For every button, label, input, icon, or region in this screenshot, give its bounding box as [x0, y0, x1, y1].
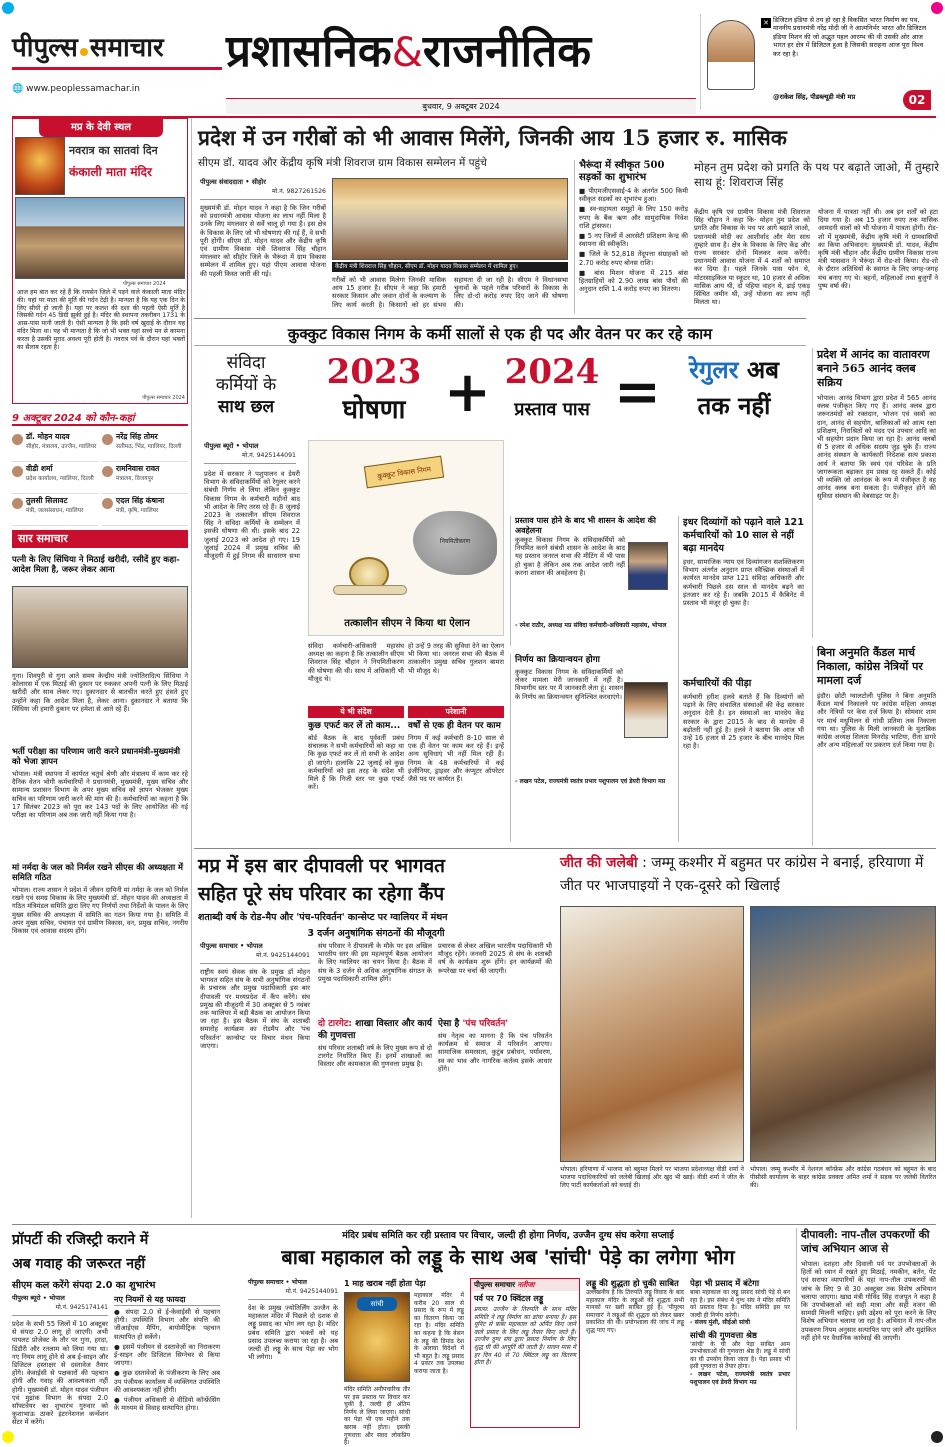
- bhagwat-byline-mobile: मो.नं. 9425144091: [255, 952, 310, 959]
- property-side: [114, 1294, 220, 1428]
- lead-story: [194, 118, 939, 316]
- saar-photo: [12, 586, 188, 668]
- minister-quote-box: [700, 14, 934, 110]
- schedule-entry: [102, 430, 188, 462]
- saar-samachar: [12, 530, 188, 1010]
- minister-quote-by: @राकेश सिंह, पीडब्ल्यूडी मंत्री मप्र: [773, 93, 856, 101]
- bhagwat-body-2: संघ परिवार ने दीपावली के मौके पर इस अखिल भारतीय स्तर की इस महत्वपूर्ण बैठक आयोजन के लिए ग्वालियर का चयन किया है। बैठक में संघ के 3 दर्जन से अधिक अनुषांगिक संगठन के प्रमुख पदाधिकारी शामिल होंगे।: [318, 942, 432, 983]
- minister-quote-text: डिजिटल इंडिया से तय हो रहा है विकसित भारत निर्माण का पथ, माननीय प्रधानमंत्री नरेंद्र मोदी जी ने आत्मनिर्भर भारत और डिजिटल इंडिया मिशन की जो अद्भुत पहल आरम्भ की थी उसकी ओर आज भारत हर क्षेत्र में डिजिटल हुआ है जिसकी सराहना आज पूरा विश्व कर रहा है।: [773, 16, 927, 58]
- schedule-person-name: डॉ. मोहन यादव: [26, 432, 70, 441]
- sanchi-logo: सांची: [357, 1297, 397, 1311]
- temple-photo: [15, 197, 185, 279]
- panch-label: ऐसा है: [438, 1019, 460, 1029]
- lead-byline-mobile: मो.नं. 9827261526: [271, 188, 326, 195]
- bhairunda-list: [579, 187, 688, 293]
- devi-sthal-body: आज हम बात कर रहे हैं कि रायसेन जिले में पड़ने वाले कंकाली माता मंदिर की। यहां पर माता की मूर्ति की गर्दन टेढ़ी है। मान्यता है कि यह एक दिन के लिए सीधी हो जाती है। यहां पर कलश की दशा की पहली ऐसी मूर्ति है जिसकी गर्दन 45 डिग्री झुकी हुई है। मंदिर की स्थापना तकरीबन 1731 के आस-पास मानी जाती है। ऐसी मान्यता है कि इसी वर्ष खुदाई के दौरान यह मंदिर मिला था। यह भी मान्यता है कि जो भी भक्त यहां सच्चे मन से कामना करता है उसकी मुराद अवश्य पूरी होती है। नवरात्र पर्व के दौरान यहां भक्तों का सैलाब रहता है।: [17, 289, 185, 351]
- target-label: दो टारगेट:: [318, 1019, 352, 1029]
- anand-club-story: [812, 348, 936, 638]
- subbox-sandesh-head: कुछ एफर्ट कर लें तो काम...: [308, 721, 401, 731]
- divider-top: [12, 116, 936, 118]
- cartoon-note-2: हो उन्हें 9 तरह की सुविधा देने का ऐलान भी किया था। जनरल सभा की बैठक में तत्कालीन प्रमुख सचिव गुलशन बामरा भी मौजूद थे।: [408, 642, 504, 675]
- saar-head-3: मां नर्मदा के जल को निर्मल रखने सीएस की अध्यक्षता में समिति गठित: [12, 862, 184, 882]
- schedule-person-name: एदल सिंह कंषाना: [116, 496, 165, 505]
- property-body: प्रदेश के सभी 55 जिलों में 10 अक्टूबर से संपदा 2.0 लागू हो जाएगी। अभी पायलट प्रोजेक्ट के तौर पर गुना, हरदा, डिंडौरी और रतलाम को लिया गया था। नए नियम लागू होने से अब ई-साइन और डिजिटल हस्ताक्षर से दस्तावेज तैयार होंगे। केवाईसी से पक्षकारों की पहचान होगी और गवाह की आवश्यकता नहीं होगी। मुख्यमंत्री डॉ. मोहन यादव पंजीयन एवं मुद्रांक विभाग के संपदा 2.0 सॉफ्टवेयर का शुभारंभ गुरुवार को कुशाभाऊ ठाकरे इंटरनेशनल कन्वेंशन सेंटर में करेंगे।: [12, 1320, 108, 1427]
- prastav-label: प्रस्ताव पास: [514, 399, 590, 420]
- devi-sthal-footer: पीपुल्स समाचार 2024: [142, 395, 185, 401]
- jalebi-colon: :: [637, 855, 652, 871]
- schedule-box: [12, 410, 188, 526]
- year-2024: 2024: [504, 352, 600, 392]
- section-title-amp: &: [391, 30, 423, 76]
- saar-body-3: भोपाल। राज्य शासन ने प्रदेश में जीवन दायिनी मां नर्मदा के जल को निर्मल रखने एवं समग्र विकास के लिए मुख्यमंत्री डॉ. मोहन यादव की अध्यक्षता में गठित मंत्रिमंडल समिति द्वारा लिए गए निर्णयों तथा निर्देशों के पालन के लिए मुख्य सचिव की अध्यक्षता में समिति का गठन किया गया है। समिति में अपर मुख्य सचिव, पंचायत एवं ग्रामीण विकास, वन, प्रमुख सचिव, नगरीय विकास एवं आवास सदस्य होंगे।: [12, 886, 188, 936]
- property-byline: [12, 1294, 108, 1316]
- shivraj-body-continued: योजना में पात्रता नहीं थी। अब इन शर्तों को हटा दिया गया है। अब 15 हजार रुपए तक मासिक आमदनी वालों को भी योजना में पात्रता होगी। रोड-शो में मुख्यमंत्री, केंद्रीय कृषि मंत्री ने ग्रामवासियों का किया अभिवादन: मुख्यमंत्री डॉ. यादव, केंद्रीय कृषि मंत्री चौहान और केंद्रीय ग्रामीण विकास राज्य मंत्री पासवान ने भैरूंदा में रोड-शो किया। रोड-शो के दौरान अतिथियों के स्वागत के लिए जगह-जगह मंच बनाए गए थे। बहनों, महिलाओं तथा बुजुर्गों ने पुष्प वर्षा की।: [818, 208, 938, 290]
- target-head: [318, 1018, 432, 1042]
- subbox-sandesh-body: बोर्ड बैठक के बाद पूर्ववर्ती प्रबंध संचालक ने सभी कर्मचारियों को कहा था कि कुछ एफर्ट कर लें तो सभी के आदेश हो जाएंगे। हालांकि 22 जुलाई को कुछ कर्मचारियों को इस तरह के संदेश भी मिले हैं कि निजी स्तर पर कुछ एफर्ट करें।: [308, 734, 404, 792]
- subbox-pareshani-tag: परेशानी: [408, 706, 504, 718]
- schedule-grid: [12, 430, 188, 526]
- bhairunda-list-item: ■ पीएमजीएसवाई-4 के अंतर्गत 500 किमी स्वीकृत सड़कों का शुभारंभ हुआ।: [579, 187, 688, 204]
- divyang-story: [678, 516, 804, 842]
- bhairunda-box: [574, 160, 688, 314]
- quote2-body: कुक्कुट विकास निगम के संविदाकर्मियों को लेकर मामला मेरी जानकारी में नहीं है। विभागीय स्तर पर मैं जानकारी लेता हूं। शासन के निर्णय का क्रियान्वयन सुनिश्चित करवाएंगे।: [515, 668, 623, 701]
- bhagwat-subhead-2: 3 दर्जन अनुषांगिक संगठनों की मौजूदगी: [307, 928, 445, 939]
- saar-body-1: गुना। शिवपुरी से गुना आते समय केन्द्रीय मंत्री ज्योतिरादित्य सिंधिया ने कोलारस में एक मिठाई की दुकान पर रुककर अपनी पत्नी के लिए मिठाई खरीदी और साथ लेकर गए। दुकानदार से बातचीत करते हुए हंसते हुए उन्होंने कहा कि आदेश मिला है, लेकर आना। दुकानदार ने बताया कि सिंधिया जी हमारी दुकान पर हमेशा से आते रहे हैं।: [12, 672, 188, 713]
- color-mark-black: [931, 1431, 943, 1443]
- plus-sign: +: [444, 359, 491, 425]
- property-side-head: नए नियमों से यह फायदा: [114, 1294, 220, 1306]
- kukkut-banner: कुक्कुट विकास निगम के कर्मी सालों से एक ही पद और वेतन पर कर रहे काम: [194, 322, 806, 346]
- subbox-sandesh-tag: ये भी संदेश: [308, 706, 404, 718]
- devi-sthal-tag: मप्र के देवी स्थल: [39, 119, 163, 137]
- schedule-entry: [102, 494, 188, 526]
- regular-word: रेगुलर: [689, 355, 739, 384]
- jalebi-head: [560, 852, 936, 900]
- property-byline-mobile: मो.नं. 9425174141: [55, 1304, 108, 1311]
- color-mark-magenta: [931, 2, 943, 14]
- devi-day-title: नवरात्र का सातवां दिन: [69, 144, 158, 157]
- schedule-person-place: मंत्री, कृषि, ग्वालियर: [116, 508, 159, 514]
- lead-subheadline: सीएम डॉ. यादव और केंद्रीय कृषि मंत्री शिवराज ग्राम विकास सम्मेलन में पहुंचे: [198, 157, 487, 169]
- subbox-pareshani-head: वर्षों से एक ही वेतन पर काम: [408, 721, 501, 731]
- bhairunda-list-item: ■ स्व-सहायता समूहों के लिए 150 करोड़ रुपए के बैंक ऋण और सामुदायिक निवेश राशि ट्रांसफर।: [579, 205, 688, 230]
- natija-brand: पीपुल्स समाचार: [474, 1280, 516, 1289]
- globe-icon: 🌐: [12, 84, 27, 94]
- property-story: [12, 1228, 220, 1430]
- equals-sign: =: [614, 359, 661, 425]
- panch-body: संघ नेतृत्व का मानना है कि पंच परिवर्तन कार्यक्रम से समाज में परिवर्तन आएगा। सामाजिक समरसता, कुटुंब प्रबोधन, पर्यावरण, स्व का भाव और नागरिक कर्तव्य इसके आधार होंगे।: [438, 1032, 552, 1073]
- peda-prasad: [690, 1278, 790, 1428]
- schedule-entry: [12, 494, 98, 526]
- schedule-person-place: प्रदेश कार्यालय, ग्वालियर, दिल्ली: [26, 476, 94, 482]
- temple-photo-credit: पीपुल्स समाचार 2024: [123, 281, 166, 287]
- anand-head: प्रदेश में आनंद का वातावरण बनाने 565 आनंद क्लब सक्रिय: [817, 348, 930, 389]
- bhagwat-target-box: [318, 1018, 432, 1220]
- candle-march-story: [812, 646, 936, 846]
- shivraj-story: [694, 160, 939, 314]
- laddu-purity: [586, 1278, 684, 1428]
- quote1-by: - रमेश राठौर, अध्यक्ष मप्र संविदा कर्मचारी-अधिकारी महासंघ, भोपाल: [515, 622, 667, 629]
- quote1-photo: [628, 542, 668, 590]
- natija-box: [470, 1278, 580, 1428]
- quote-box-1: [510, 516, 670, 646]
- website-url-text: www.peoplessamachar.in: [26, 84, 140, 94]
- regular-line1: [662, 352, 806, 388]
- mahakal-headline: बाबा महाकाल को लड्डू के साथ अब 'सांची' पेड़े का लगेगा भोग: [281, 1245, 735, 1269]
- schedule-person-place: मंत्री, जलसंसाधन, ग्वालियर: [26, 508, 84, 514]
- schedule-person-place: मंत्रालय, विजयपुर: [116, 476, 154, 482]
- bhagwat-byline: [200, 942, 310, 964]
- kukkut-story: [194, 322, 806, 846]
- subbox-sandesh: [308, 706, 404, 842]
- target-text: शाखा विस्तार और कार्य की गुणवत्ता: [318, 1019, 433, 1041]
- cartoon-signboard: कुक्कुट विकास निगम: [364, 456, 444, 489]
- deepawali-body: भोपाल। दशहरा और दिवाली पर्व पर उपभोक्ताओं के हितों को ध्यान में रखते हुए मिठाई, नमकीन, बर्तन, पेंट एवं सराफा व्यापारियों के यहां नाप-तौल उपकरणों की जांच के लिए 9 से 30 अक्टूबर तक विशेष अभियान चलाया जाएगा। खाद्य मंत्री गोविंद सिंह राजपूत ने कहा है कि उपभोक्ताओं को सही मात्रा और सही वजन की सामग्री मिलनी चाहिए। इसी उद्देश्य को पूरा करने के लिए विशेष अभियान चलाया जा रहा है। अभियान में नाप-तौल उपकरण नियम अनुसार सत्यापित पाए जाने और मुद्रांकित नहीं होने पर वैधानिक कार्रवाई की जाएगी।: [801, 1260, 936, 1342]
- lead-body: मुख्यमंत्री डॉ. मोहन यादव ने कहा है कि जिन गरीबों को प्रधानमंत्री आवास योजना का लाभ नहीं मिला है उनके लिए मंगलवार से सर्वे चालू हो गया है। इस क्षेत्र के विकास के लिए जो भी घोषणाएं की गई हैं, वे सभी पूरी होंगी। सीएम डॉ. मोहन यादव और केंद्रीय कृषि एवं ग्रामीण विकास मंत्री शिवराज सिंह चौहान मंगलवार को सीहोर जिले के भैरूंदा में ग्राम विकास सम्मेलन में शामिल हुए। यहां पीएम आवास योजना की पहली किस्त जारी की गई।: [200, 204, 326, 278]
- bhairunda-list-item: ■ जिले के 52,818 तेंदूपत्ता संग्राहकों को 2.70 करोड़ रुपए बोनस राशि।: [579, 250, 688, 267]
- lead-photo-caption: केंद्रीय मंत्री शिवराज सिंह चौहान, सीएम डॉ. मोहन यादव विकास सम्मेलन में शामिल हुए।: [332, 262, 568, 272]
- bhagwat-subhead: शताब्दी वर्ष के रोड-मैप और 'पंच-परिवर्तन' कान्सेप्ट पर ग्वालियर में मंथन: [198, 912, 448, 923]
- logo-dot-icon: [80, 48, 88, 56]
- bhairunda-list-item: ■ बांस मिशन योजना में 215 बांस हितग्राहियों को 2.90 लाख बांस पौधों की अनुदान राशि 1.4 करोड़ रुपए का वितरण।: [579, 268, 688, 294]
- color-mark-cyan: [2, 2, 14, 14]
- jalebi-caption-1: भोपाल। हरियाणा में भाजपा को बहुमत मिलने पर भाजपा प्रदेशाध्यक्ष वीडी शर्मा ने भाजपा पदाधिकारियों को जलेबी खिलाई और खुद भी खाई। वीडी शर्मा ने जीत के लिए पार्टी कार्यकर्ताओं को बधाई दी।: [560, 1166, 744, 1189]
- kukkut-byline-mobile: मो.नं. 9425144091: [241, 452, 296, 459]
- laddu-purity-body: उल्लेखनीय है कि तिरुपति लड्डू विवाद के बाद महाकाल मंदिर के लड्डुओं की शुद्धता सभी मानकों पर खरी साबित हुई है। 'पीपुल्स समाचार' ने लड्डुओं की शुद्धता को लेकर खबर प्रकाशित की थी। प्रयोगशाला की जांच में लड्डू शुद्ध पाए गए।: [586, 1289, 684, 1334]
- saar-head-1: पत्नी के लिए सिंधिया ने मिठाई खरीदी, रसीदें हुए कहा-आदेश मिला है, जरूर लेकर आना: [12, 554, 180, 574]
- quote2-by: - लखन पटेल, राज्यमंत्री स्वतंत्र प्रभार पशुपालन एवं डेयरी विभाग मप्र: [515, 778, 666, 785]
- cartoon-caption: तत्कालीन सीएम ने किया था ऐलान: [344, 618, 470, 629]
- panch-head: [438, 1018, 552, 1030]
- candle-head: बिना अनुमति कैंडल मार्च निकाला, कांग्रेस नेत्रियों पर मामला दर्ज: [817, 646, 923, 687]
- cartoon-note-1: संविदा कर्मचारी-अधिकारी महासंघ अध्यक्ष का कहना है कि तत्कालीन सीएम शिवराज सिंह चौहान ने नियमितीकरण की घोषणा की थी। साथ में अधिकारी भी मौजूद थे।: [308, 642, 404, 683]
- section-title-part2: राजनीतिक: [422, 26, 592, 77]
- equation-2023: [306, 352, 442, 436]
- person-photo-icon: [12, 466, 23, 477]
- kukkut-byline-text: पीपुल्स ब्यूरो • भोपाल: [204, 442, 259, 450]
- schedule-head: 9 अक्टूबर 2024 को कौन-कहां: [12, 410, 188, 426]
- property-list-item: ● पंजीयन अधिकारी से वीडियो कॉन्फ्रेंसिंग के माध्यम से विवाह सत्यापित होगा।: [114, 1396, 220, 1413]
- mahakal-byline: [248, 1278, 338, 1300]
- lead-byline-text: पीपुल्स संवाददाता • सीहोर: [200, 178, 266, 186]
- mahakal-kicker: मंदिर प्रबंध समिति कर रही प्रस्ताव पर विचार, जल्दी ही होगा निर्णय, उज्जैन दुग्ध संघ करेगा सप्लाई: [342, 1230, 674, 1241]
- property-byline-text: पीपुल्स ब्यूरो • भोपाल: [12, 1294, 65, 1302]
- laddu-purity-head: लड्डू की शुद्धता हो चुकी साबित: [586, 1278, 679, 1288]
- natija-body: प्रयास: उज्जैन के तिरुपति के साथ मंदिर समिति ने लड्डू निर्माण का ढांचा बनाया है। इस यूनिट से बाबा महाकाल को अर्पित किए जाने वाले प्रसाद के लिए लड्डू तैयार किए जाते हैं। उज्जैन दुग्ध संघ द्वारा प्रसाद निर्माण के लिए शुद्ध घी की आपूर्ति की जाती है। सावन मास में हर दिन 40 से 70 क्विंटल लड्डू का वितरण होता है।: [474, 1306, 576, 1367]
- side-title-line2: कर्मियों के: [215, 375, 277, 395]
- masthead-logo: [12, 28, 222, 70]
- x-logo-icon: ✕: [761, 18, 771, 28]
- quote2-photo: [624, 682, 668, 738]
- quote1-body: कुक्कुट विकास निगम के संविदाकर्मियों को नियमित करने संबंधी शासन के आदेश के बाद यह प्रस्ताव जनरल सभा की मीटिंग में भी पास हो चुका है लेकिन अब तक आदेश जारी नहीं करना शासन की अवहेलना है।: [515, 536, 625, 577]
- mahakal-body: देश के प्रमुख ज्योतिर्लिंग उज्जैन के महाकाल मंदिर में पिछले दो दशक से लड्डू प्रसाद का भोग लग रहा है। मंदिर प्रबंध समिति द्वारा भक्तों को यह प्रसाद उपलब्ध कराया जा रहा है। अब जल्दी ही लड्डू के साथ पेड़ा का भोग भी लगेगा।: [248, 1304, 338, 1362]
- sanchi-quality-body: 'सांची' के घी और पेड़ा साबित आम उपभोक्ताओं की गुणवत्ता श्रेष्ठ है। लड्डू में सांची का घी उपयोग किया जाता है। पेड़ा प्रसाद भी इसी गुणवत्ता से तैयार होगा।: [690, 1340, 790, 1371]
- bhagwat-head-1: मप्र में इस बार दीपावली पर भागवत: [198, 855, 445, 877]
- divider-bottom: [12, 1224, 936, 1225]
- property-head-1: प्रॉपर्टी की रजिस्ट्री कराने में: [12, 1232, 149, 1248]
- property-list-item: ● संपदा 2.0 से ई-केवाईसी से पहचान होगी। उपस्थिति विभाग और संपत्ति की जीआईएस मैपिंग, बायोमीट्रिक पहचान सत्यापित हो सकेंगे।: [114, 1308, 220, 1341]
- bhagwat-body: राष्ट्रीय स्वयं सेवक संघ के प्रमुख डॉ मोहन भागवत सहित संघ के सभी अनुषांगिक संगठनों के प्रचारक और प्रमुख पदाधिकारी इस बार दीपावली पर मध्यप्रदेश में कैंप करेंगे। संघ प्रमुख की मौजूदगी में 30 अक्टूबर से 5 नवंबर तक ग्वालियर में बड़ी बैठक का आयोजन किया जा रहा है। इस बैठक में संघ के शताब्दी समारोह कार्यक्रम का रोडमैप और 'पंच परिवर्तन' कान्सेप्ट पर विचार मंथन किया जाएगा।: [200, 968, 310, 1050]
- natija-label: नतीजा: [517, 1280, 535, 1289]
- mahakal-sidehead: 1 माह खराब नहीं होता पेड़ा: [344, 1279, 426, 1288]
- date-bar: [226, 98, 696, 114]
- anand-body: भोपाल। आनंद विभाग द्वारा प्रदेश में 565 आनंद क्लब पंजीकृत किए गए हैं। आनंद क्लब द्वारा जरूरतमंदों को रक्तदान, भोजन एवं वस्त्रों का दान, आनंद से सहयोग, बालिकाओं को आत्म रक्षा प्रशिक्षण, निराश्रितों को मदद एवं उपचार आदि का भी सहयोग प्रदान किया जा रहा है। आनंद क्लबों से 5 हजार से अधिक सदस्य जुड़ चुके हैं। राज्य आनंद संस्थान के कार्यकारी निदेशक सत्य प्रकाश आर्य ने बताया कि स्वयं एवं परिवेश के प्रति जागरूकता बढ़ाकर हम प्रसन्न रह सकते हैं। कोई भी व्यक्ति जो आनंदक के रूप में पंजीकृत है वह आनंद क्लब बना सकता है। पंजीकृत होने की सुविधा संस्थान की वेबसाइट पर है।: [817, 394, 936, 501]
- person-photo-icon: [12, 498, 23, 509]
- jalebi-photo-1: [560, 906, 744, 1162]
- kukkut-byline: [204, 442, 296, 464]
- shivraj-head: मोहन तुम प्रदेश को प्रगति के पथ पर बढ़ाते जाओ, मैं तुम्हारे साथ हूं: शिवराज सिंह: [694, 160, 939, 189]
- schedule-person-name: रामनिवास रावत: [116, 464, 160, 473]
- candle-body: इंदौर। छोटी ग्वालटोली पुलिस ने बिना अनुमति कैंडल मार्च निकालने पर कांग्रेस महिला अध्यक्ष और नेत्रियों पर केस दर्ज किया है। सोमवार शाम पर मार्च मधुमिलन से गांधी प्रतिमा तक निकाला गया था। पुलिस के मिली जानकारी के मुताबिक कांग्रेस अध्यक्ष शिलता मिनरोड़ भाटिया, रीता डागरे और अन्य महिलाओं पर प्रकरण दर्ज किया गया है।: [817, 692, 936, 750]
- saar-body-2: भोपाल। मंत्री स्थापना में कार्यरत चतुर्थ श्रेणी और मंत्रालय में काम कर रहे दैनिक वेतन भोगी कर्मचारियों ने प्रधानमंत्री, मुख्यमंत्री, मुख्य सचिव और सामान्य प्रशासन विभाग के अपर मुख्य सचिव को ज्ञापन भेजकर मुख्य सचिव का परिणाम जारी करने की मांग की है। कर्मचारियों का कहना है कि 17 सितंबर 2023 को पूरा कर 143 पदों के लिए आयोजित की गई परीक्षा का परिणाम अब तक जारी नहीं किया गया है।: [12, 770, 188, 820]
- subbox-pareshani-body: निगम में कई कर्मचारी 8-10 साल से एक ही वेतन पर काम कर रहे हैं। इन्हें अन्य सुविधाएं भी नहीं मिल रही हैं। निगम के 48 कर्मचारियों में कई इंजीनियर, ड्राइवर और कंप्यूटर ऑपरेटर जैसे पद पर कार्यरत हैं।: [408, 734, 504, 784]
- lead-byline: [200, 178, 326, 200]
- schedule-person-place: सतीमठ, भिंड, ग्वालियर, दिल्ली: [116, 444, 182, 450]
- color-mark-yellow: [2, 1431, 14, 1443]
- year-2023: 2023: [326, 352, 422, 392]
- schedule-entry: [12, 430, 98, 462]
- schedule-person-name: वीडी शर्मा: [26, 464, 53, 473]
- kukkut-body: प्रदेश में सरकार ने पशुपालन व डेयरी विभाग के संविदाकर्मियों को रेगुलर करने संबंधी निर्णय ले लिया लेकिन कुक्कुट विकास निगम के कर्मचारी महीनों बाद भी आदेश के लिए तरस रहे हैं। 8 जुलाई 2023 के तत्कालीन सीएम शिवराज सिंह ने संविदा कर्मियों के सम्मेलन में इसकी घोषणा की थी। इसके बाद 22 जुलाई 2023 को आदेश हो गए। 19 जुलाई 2024 में प्रमुख सचिव की मौजूदगी में हुई निगम की साधारण सभा: [204, 470, 300, 561]
- schedule-person-name: तुलसी सिलावट: [26, 496, 68, 505]
- regular-line2: तक नहीं: [697, 391, 771, 420]
- sanchi-quality-head: सांची की गुणवत्ता श्रेष्ठ: [690, 1329, 757, 1340]
- sanchi-quality-by: - लखन पटेल, राज्यमंत्री स्वतंत्र प्रभार पशुपालन एवं डेयरी विभाग मप्र: [690, 1370, 790, 1387]
- website-url: [12, 84, 222, 98]
- divyang-head: इधर दिव्यांगों को पढ़ाने वाले 121 कर्मचारियों को 10 साल से नहीं बढ़ा मानदेय: [683, 517, 804, 554]
- subbox-pareshani: [408, 706, 504, 842]
- masthead: [0, 0, 945, 118]
- saar-head-2: भर्ती परीक्षा का परिणाम जारी करने प्रधानमंत्री-मुख्यमंत्री को भेजा ज्ञापन: [12, 746, 181, 766]
- panch-text: 'पंच परिवर्तन': [462, 1019, 509, 1029]
- schedule-entry: [12, 462, 98, 494]
- jalebi-photo-2: [750, 906, 936, 1162]
- quote2-head: निर्णय का क्रियान्वयन होगा: [515, 655, 600, 665]
- kukkut-side-title: [198, 352, 294, 432]
- property-list-item: ● कुछ दस्तावेजों के पंजीकरण के लिए अब उप पंजीयक कार्यालय में व्यक्तिगत उपस्थिति की आवश्यकता नहीं होगी।: [114, 1369, 220, 1394]
- sanchi-peda-image: [344, 1292, 410, 1382]
- section-title: [226, 22, 696, 84]
- goddess-image: [15, 137, 65, 195]
- bhagwat-story: [194, 852, 554, 1222]
- ghoshna-label: घोषणा: [342, 395, 406, 425]
- jalebi-tag: जीत की जलेबी: [560, 855, 638, 871]
- property-head-2: अब गवाह की जरूरत नहीं: [12, 1256, 146, 1272]
- minister-photo: [707, 20, 755, 90]
- side-title-line1: संविदा: [226, 353, 266, 373]
- shivraj-body: केंद्रीय कृषि एवं ग्रामीण विकास मंत्री शिवराज सिंह चौहान ने कहा कि- मोहन तुम प्रदेश को प्रगति और विकास के पथ पर आगे बढ़ाते जाओ, प्रधानमंत्री मोदी का आशीर्वाद और मेरा साथ तुम्हारे साथ है। क्षेत्र के विकास के लिए केंद्र और राज्य सरकार दोनों मिलकर काम करेंगी। प्रधानमंत्री आवास योजना में 4 शर्तों को समाप्त कर दिया है। पहले जिनके पास फोन थे, मोटरसाइकिल या स्कूटर था, 10 हजार से अधिक मासिक आय थी, दो पहिया वाहन थे, ढाई एकड़ सिंचित जमीन थी, उन्हें योजना का लाभ नहीं मिलता था।: [694, 208, 810, 307]
- jalebi-caption-2: भोपाल। जम्मू कश्मीर में नेशनल कॉन्फ्रेंस और कांग्रेस गठबंधन को बहुमत के बाद पीसीसी कार्यालय के बाहर कांग्रेस प्रवक्ता अमित शर्मा ने सड़क पर जलेबी वितरित की।: [750, 1166, 936, 1189]
- bhagwat-body-3: प्रचारक से लेकर अखिल भारतीय पदाधिकारी भी मौजूद रहेंगे। जनवरी 2025 से संघ के शताब्दी वर्ष के कार्यक्रम शुरू होंगे। इन कार्यक्रमों की रूपरेखा पर चर्चा की जाएगी।: [438, 942, 552, 975]
- bhagwat-head-2: सहित पूरे संघ परिवार का रहेगा कैंप: [198, 883, 445, 905]
- quote1-head: प्रस्ताव पास होने के बाद भी शासन के आदेश की अवहेलना: [515, 516, 656, 535]
- side-title-line3: साथ छल: [217, 397, 275, 417]
- deepawali-head: दीपावली: नाप-तौल उपकरणों की जांच अभियान आज से: [801, 1229, 930, 1255]
- mahakal-byline-mobile: मो.नं. 9425144091: [285, 1288, 338, 1295]
- mahakal-story: [226, 1228, 790, 1447]
- quote-box-2: [510, 654, 670, 842]
- peda-prasad-body: बाबा महाकाल का लड्डू प्रसाद सांची पेड़े से बन रहा है। इस संबंध में दुग्ध संघ ने मंदिर समिति को प्रस्ताव दिया है। मंदिर समिति इस पर जल्दी ही निर्णय करेगी।: [690, 1289, 790, 1319]
- property-list-item: ● इसमें पंजीयन से दस्तावेज़ों का निराकरण ई-साइन और डिजिटल सिग्नेचर से किया जाएगा।: [114, 1342, 220, 1368]
- cartoon-rock-label: नियमितीकरण: [440, 538, 470, 545]
- equation-2024: [490, 352, 614, 436]
- divider-lower: [194, 848, 936, 849]
- person-photo-icon: [12, 434, 23, 445]
- ab-word: अब: [746, 355, 779, 384]
- jalebi-story: [560, 852, 936, 1222]
- section-title-part1: प्रशासनिक: [226, 26, 392, 77]
- regular-result: [662, 352, 806, 436]
- devi-temple-title: कंकाली माता मंदिर: [69, 165, 152, 179]
- mahakal-body-2: महाकाल मंदिर में करीब 20 साल से प्रसाद के रूप में लड्डू का वितरण किया जा रहा है। मंदिर समिति का कहना है कि बेसन के लड्डू की डिमांड देश के अलावा विदेशों में भी बहुत है। लड्डू प्रसाद 4 प्रकार तक उपलब्ध कराया जाता है।: [414, 1292, 464, 1375]
- peda-prasad-head: पेड़ा भी प्रसाद में बंटेगा: [690, 1278, 760, 1288]
- lead-headline: प्रदेश में उन गरीबों को भी आवास मिलेंगे, जिनकी आय 15 हजार रु. मासिक: [198, 125, 787, 150]
- divyang-subhead: कर्मचारियों की पीड़ा: [683, 678, 752, 689]
- lead-body-continued: गरीबों को भी आवास मिलेगा जिनकी मासिक आय 15 हजार है। सीएम ने कहा कि हमारी सरकार किसान और जवान दोनों के कल्याण के लिए कार्य करती है। किसानों को हर संभव सहायता दी जा रही है। सीएम ने विधानसभा चुनावों के पहले गरीब परिवारों के विकास के लिए दो-दो करोड़ रुपए दिए जाने की घोषणा की।: [332, 276, 568, 309]
- bhairunda-head: भैरूंदा में स्वीकृत 500 सड़कों का शुभारंभ: [579, 160, 665, 183]
- bhagwat-byline-text: पीपुल्स समाचार • भोपाल: [200, 942, 263, 950]
- property-subhead: सीएम कल करेंगे संपदा 2.0 का शुभारंभ: [12, 1280, 156, 1291]
- issue-date: बुधवार, 9 अक्टूबर 2024: [422, 102, 500, 111]
- deepawali-story: [796, 1228, 936, 1430]
- mahakal-byline-text: पीपुल्स समाचार • भोपाल: [248, 1279, 307, 1286]
- schedule-person-name: नरेंद्र सिंह तोमर: [116, 432, 158, 441]
- divyang-body-2: कर्मचारी हरीश हलवे बताते हैं कि दिव्यांगों को पढ़ाने के लिए संचालित संस्थाओं की केंद्र सरकार अनुदान देती है। इन संस्थाओं का मानदेय केंद्र सरकार के द्वारा 2015 के बाद से मानदेय में बढ़ोतरी नहीं हुई है। हलवे ने बताया कि आज भी उन्हें 16 हजार से 25 हजार के बीच मानदेय मिल रहा है।: [683, 693, 804, 751]
- divyang-body: इधर, सामाजिक न्याय एवं दिव्यांगजन सशक्तिकरण विभाग अंतर्गत अनुदान प्राप्त स्वैच्छिक संस्थाओं में कार्यरत मानदेय प्राप्त 121 संविदा अधिकारी और कर्मचारी पिछले दस साल से मानदेय बढ़ने का इंतजार कर रहे हैं। जबकि 2015 में कैबिनेट में प्रस्ताव भी मंजूर हो चुका है।: [683, 558, 804, 608]
- kukkut-cartoon: [308, 440, 504, 636]
- cartoon-snail-body: [333, 585, 407, 595]
- property-list: [114, 1308, 220, 1412]
- person-photo-icon: [102, 498, 113, 509]
- logo-name-part1: पीपुल्स: [12, 33, 78, 63]
- schedule-person-place: सीहोर, मंत्रालय, उज्जैन, ग्वालियर: [26, 444, 97, 450]
- divider-mid: [194, 318, 806, 319]
- jalebi-headline: जम्मू कश्मीर में बहुमत पर कांग्रेस ने बनाई, हरियाणा में जीत पर भाजपाइयों ने एक-दूसरे को खिलाई: [560, 855, 924, 894]
- natija-box-header: [471, 1279, 579, 1291]
- peda-prasad-by: - संजय मुंशी, सीईओ सांची: [690, 1319, 751, 1327]
- natija-head: पर्व पर 70 क्विंटल लड्डू: [474, 1294, 544, 1303]
- divider-left-col: [191, 118, 192, 1218]
- person-photo-icon: [102, 434, 113, 445]
- bhagwat-panch-box: [438, 1018, 552, 1220]
- schedule-entry: [102, 462, 188, 494]
- mahakal-body-3: मंदिर समिति अनौपचारिक तौर पर इस प्रस्ताव पर विचार कर चुकी है, जल्दी ही अंतिम निर्णय ले लिया जाएगा। सांची का पेड़ा भी एक महीने तक खराब नहीं होता। इसकी गुणवत्ता और स्वाद लोकप्रिय है।: [344, 1386, 410, 1447]
- person-photo-icon: [102, 466, 113, 477]
- lead-photo: [332, 178, 568, 260]
- saar-tag: सार समाचार: [12, 530, 188, 548]
- devi-sthal-box: [12, 118, 188, 404]
- bhairunda-list-item: ■ 5 नए जिलों में आरसेटी प्रशिक्षण केन्द्र की स्थापना की स्वीकृति।: [579, 232, 688, 249]
- logo-name-part2: समाचार: [89, 33, 164, 63]
- target-body: संघ परिवार शताब्दी वर्ष के लिए मुख्य रूप से दो टारगेट निर्धारित किए हैं। इनमें शाखाओं का विस्तार और कामकाज की गुणवत्ता प्रमुख है।: [318, 1044, 432, 1069]
- page-number: 02: [903, 90, 931, 110]
